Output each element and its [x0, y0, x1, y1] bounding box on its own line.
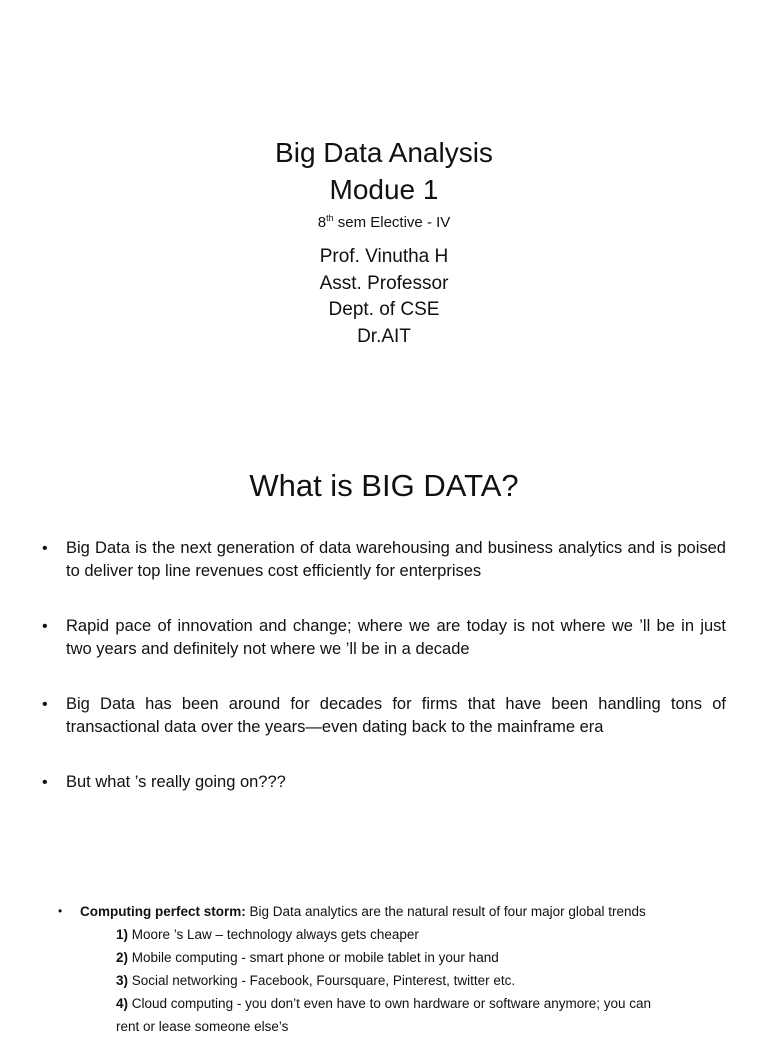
bullet-icon: •: [58, 904, 63, 918]
lead-text: Big Data analytics are the natural result of four major global trends: [245, 904, 646, 919]
item-text: Moore ’s Law – technology always gets cheaper: [128, 927, 419, 942]
bullet-list: [40, 537, 726, 826]
bullet-text: Rapid pace of innovation and change; where we are today is not where we ’ll be in just two years and definitely not where we ’ll be in a decade: [66, 617, 726, 658]
title-slide: [0, 0, 768, 430]
list-item: [58, 900, 738, 923]
bullet-icon: •: [42, 540, 48, 557]
bullet-text: Big Data is the next generation of data warehousing and business analytics and is poised to deliver top line revenues cost efficiently for enterprises: [66, 539, 726, 580]
bullet-icon: •: [42, 618, 48, 635]
list-item: [40, 771, 726, 794]
list-item: [58, 992, 738, 1015]
author-name: Prof. Vinutha H: [319, 246, 449, 267]
lead-label: Computing perfect storm:: [80, 904, 246, 919]
item-number: 2): [116, 950, 129, 965]
list-item: [40, 615, 726, 661]
elective-label: sem Elective - IV: [333, 214, 451, 231]
author-position: Asst. Professor: [319, 272, 449, 294]
item-text: Mobile computing - smart phone or mobile tablet in your hand: [128, 950, 499, 965]
semester-number: 8: [317, 214, 327, 231]
list-item: [40, 537, 726, 583]
author-block: [0, 244, 768, 350]
course-subtitle: [0, 208, 768, 233]
bullet-text: Big Data has been around for decades for firms that have been handling tons of transactional data over the years—even dating back to the mainframe era: [66, 695, 726, 736]
item-text: Cloud computing - you don’t even have to own hardware or software anymore; you can: [128, 996, 652, 1011]
author-department: Dept. of CSE: [328, 299, 440, 320]
module-title: Modue 1: [329, 174, 439, 205]
item-text: Social networking - Facebook, Foursquare, Pinterest, twitter etc.: [128, 973, 516, 988]
list-item: [58, 923, 738, 946]
list-item: [58, 946, 738, 969]
computing-storm-slide: [0, 860, 768, 1034]
item-number: 4): [116, 996, 129, 1011]
bullet-text: But what ’s really going on???: [66, 773, 286, 791]
bullet-icon: •: [42, 774, 48, 791]
presentation-title: Big Data Analysis: [275, 137, 493, 168]
item-number: 3): [116, 973, 129, 988]
list-item: [40, 693, 726, 739]
bullet-icon: •: [42, 696, 48, 713]
what-is-big-data-slide: [0, 430, 768, 860]
title-block: [0, 134, 768, 233]
semester-ordinal-suffix: th: [326, 213, 334, 223]
slide-title: What is BIG DATA?: [249, 468, 519, 503]
author-institute: Dr.AIT: [357, 325, 411, 347]
item-number: 1): [116, 927, 129, 942]
list-item: [58, 969, 738, 992]
list-item-continuation: rent or lease someone else’s: [116, 1019, 289, 1034]
trend-list: [58, 900, 738, 1038]
